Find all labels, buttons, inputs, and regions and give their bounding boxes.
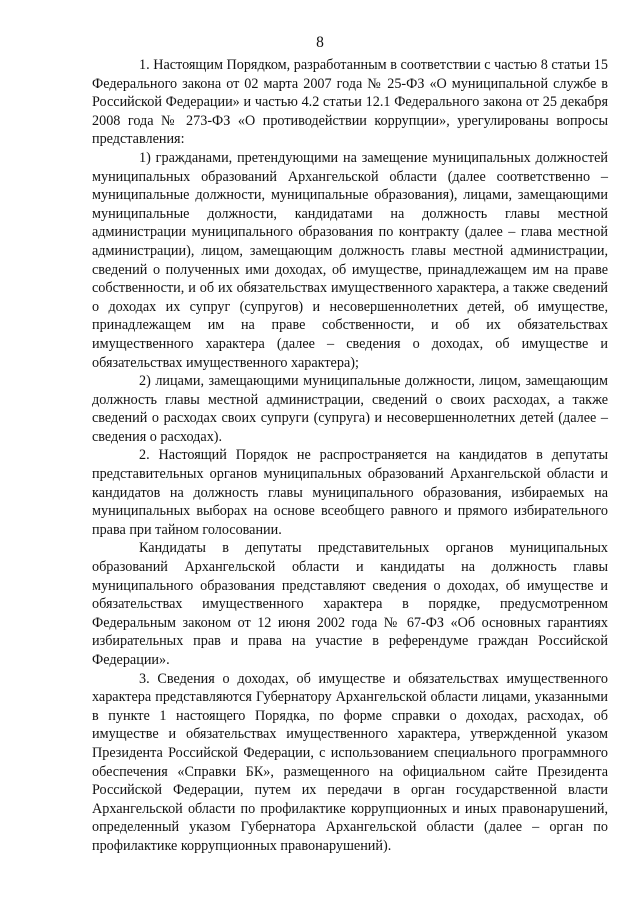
page-number: 8 (316, 34, 324, 51)
document-body (92, 56, 608, 856)
paragraph-1-intro: 1. Настоящим Порядком, разработанным в соответствии с частью 8 статьи 15 Федерального закона от 02 марта 2007 года № 25-ФЗ «О муниципальной службе в Российской Федерации» и частью 4.2 статьи 12.1 Федерального закона от 25 декабря 2008 года № 273-ФЗ «О противодействии коррупции», урегулированы вопросы представления: (92, 57, 608, 148)
paragraph-3: 3. Сведения о доходах, об имуществе и обязательствах имущественного характера представляются Губернатору Архангельской области лицами, указанными в пункте 1 настоящего Порядка, по форме справки о доходах, расходах, об имуществе и обязательствах имущественного характера, утвержденной указом Президента Российской Федерации, с использованием специального программного обеспечения «Справки БК», размещенного на официальном сайте Президента Российской Федерации, путем их передачи в орган государственной власти Архангельской области по профилактике коррупционных и иных правонарушений, определенный указом Губернатора Архангельской области (далее – орган по профилактике коррупционных правонарушений). (92, 670, 608, 854)
paragraph-1-item-2: 2) лицами, замещающими муниципальные должности, лицом, замещающим должность главы местной администрации, сведений о своих расходах, а также сведений о расходах своих супруги (супруга) и несовершеннолетних детей (далее – сведения о расходах). (92, 373, 608, 445)
paragraph-1-item-1: 1) гражданами, претендующими на замещение муниципальных должностей муниципальных образований Архангельской области (далее соответственно – муниципальные должности, муниципальные образования), лицами, замещающими муниципальные должности, кандидатами на должность главы местной администрации муниципального образования по контракту (далее – глава местной администрации), лицом, замещающим должность главы местной администрации, сведений о полученных ими доходах, об имуществе, принадлежащем им на праве собственности, и об их обязательствах имущественного характера, а также сведений о доходах их супруг (супругов) и несовершеннолетних детей, об имуществе, принадлежащем им на праве собственности, и об их обязательствах имущественного характера (далее – сведения о доходах, об имуществе и обязательствах имущественного характера); (92, 149, 608, 371)
paragraph-2: 2. Настоящий Порядок не распространяется на кандидатов в депутаты представительных органов муниципальных образований Архангельской области и кандидатов на должность главы муниципального образования, избираемых на муниципальных выборах на основе всеобщего равного и прямого избирательного права при тайном голосовании. (92, 447, 608, 538)
paragraph-2-candidates: Кандидаты в депутаты представительных органов муниципальных образований Архангельской области и кандидаты на должность главы муниципального образования представляют сведения о доходах, об имуществе и обязательствах имущественного характера в порядке, предусмотренном Федеральным законом от 12 июня 2002 года № 67-ФЗ «Об основных гарантиях избирательных прав и права на участие в референдуме граждан Российской Федерации». (92, 540, 608, 668)
